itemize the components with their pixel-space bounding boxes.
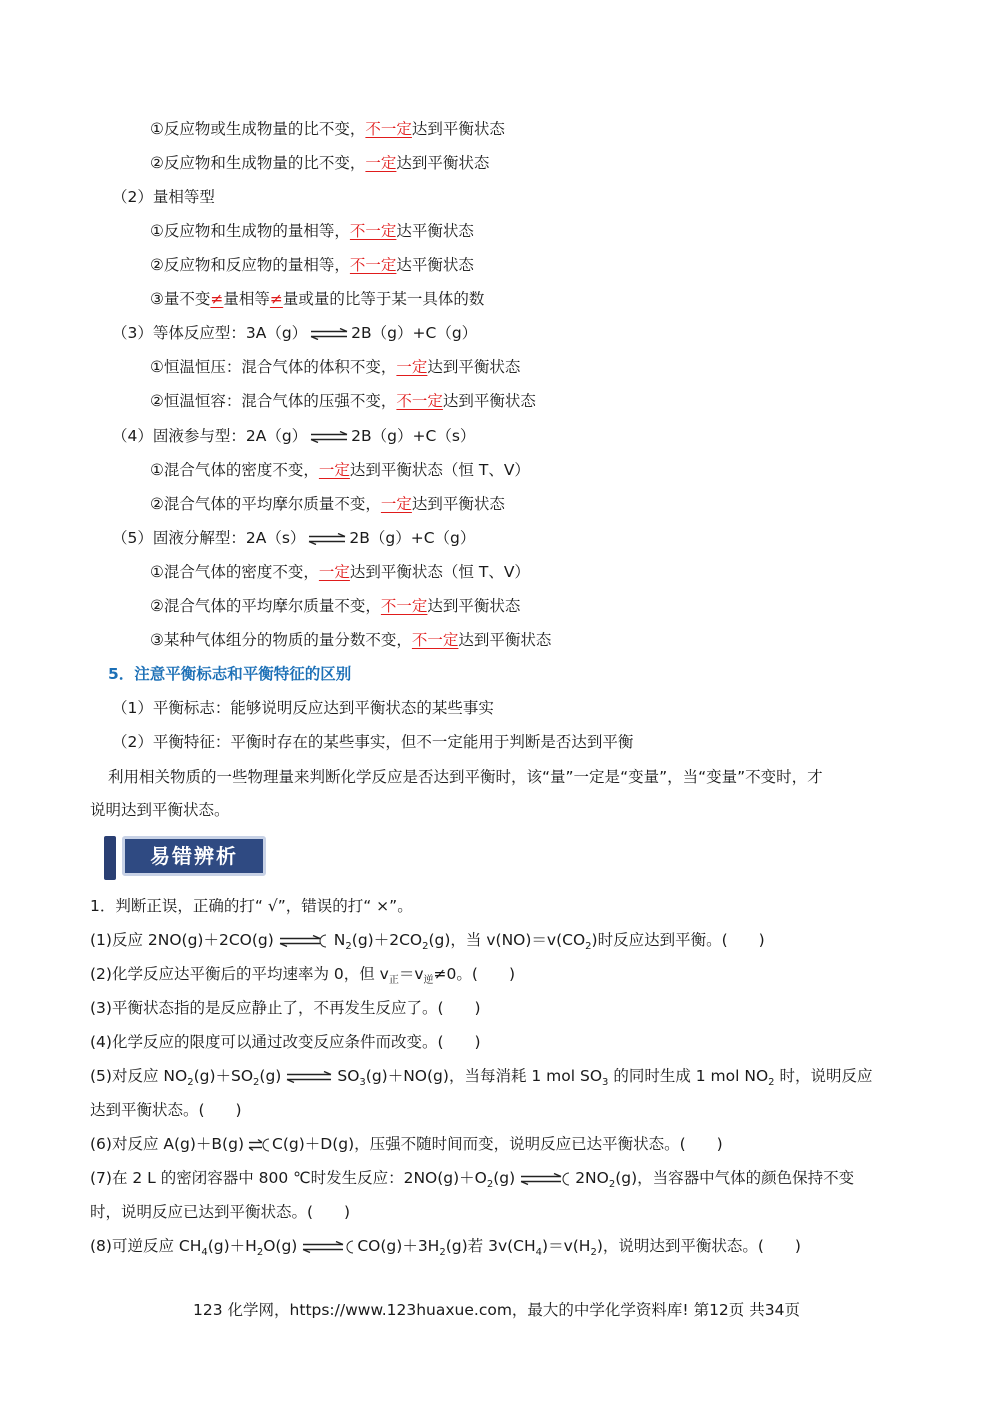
equilibrium-arrow-icon	[517, 1172, 573, 1186]
keyword: 一定	[318, 461, 350, 479]
question-3: (3)平衡状态指的是反应静止了，不再发生反应了。( )	[90, 999, 481, 1017]
page-footer: 123 化学网，https://www.123huaxue.com，最大的中学化学资料库! 第12页 共34页	[193, 1301, 800, 1319]
question-5: (5)对反应 $NO_2(g)+SO_2(g)$ $SO_3(g)+NO(g)$，当每消耗 1 mol $SO_3$ 的同时生成 1 mol $NO_2$ 时，说明反应	[90, 1067, 873, 1089]
line-density-2: ①混合气体的密度不变，一定达到平衡状态（恒 T、V）	[150, 563, 530, 581]
keyword: 一定	[365, 154, 397, 172]
line-equal-1: ①反应物和生成物的量相等，不一定达平衡状态	[150, 222, 474, 240]
line-molar-mass: ②混合气体的平均摩尔质量不变，一定达到平衡状态	[150, 495, 505, 513]
keyword: 不一定	[349, 256, 397, 274]
question-1: (1)反应 2NO(g)＋2CO(g) $N_2(g)+2CO_2(g)$，当 $v(NO)=v(CO_2)$时反应达到平衡。( )	[90, 931, 765, 953]
line-equilibrium-sign: （1）平衡标志：能够说明反应达到平衡状态的某些事实	[112, 699, 494, 717]
question-7: (7)在 2 L 的密闭容器中 800 ℃时发生反应：$2NO(g)+O_2(g)$ $2NO_2(g)$，当容器中气体的颜色保持不变	[90, 1169, 855, 1191]
keyword: 不一定	[365, 120, 412, 138]
paragraph-line-2: 说明达到平衡状态。	[90, 801, 230, 819]
heading-solid-liquid-decomposition: （5）固液分解型：2A（s） 2B（g）+C（g）	[112, 529, 476, 547]
line-density: ①混合气体的密度不变，一定达到平衡状态（恒 T、V）	[150, 461, 530, 479]
question-4: (4)化学反应的限度可以通过改变反应条件而改变。( )	[90, 1033, 481, 1051]
banner-title: 易错辨析	[122, 836, 266, 876]
line-ratio-either: ①反应物或生成物量的比不变，不一定达到平衡状态	[150, 120, 505, 138]
question-intro: 1．判断正误，正确的打“ √”，错误的打“ ×”。	[90, 897, 413, 915]
line-const-pressure: ①恒温恒压：混合气体的体积不变，一定达到平衡状态	[150, 358, 521, 376]
keyword: 不一定	[380, 597, 428, 615]
keyword: 不一定	[411, 631, 459, 649]
heading-equal-volume: （3）等体反应型：3A（g） 2B（g）+C（g）	[112, 324, 478, 342]
equilibrium-arrow-icon	[307, 533, 347, 545]
paragraph-line-1: 利用相关物质的一些物理量来判断化学反应是否达到平衡时，该“量”一定是“变量”，当“变量”不变时，才	[108, 768, 823, 786]
keyword: 不一定	[349, 222, 397, 240]
equilibrium-arrow-icon	[276, 934, 332, 948]
keyword: 一定	[318, 563, 350, 581]
line-ratio-both: ②反应物和生成物量的比不变，一定达到平衡状态	[150, 154, 490, 172]
line-equal-2: ②反应物和反应物的量相等，不一定达平衡状态	[150, 256, 474, 274]
equilibrium-arrow-icon	[246, 1138, 270, 1152]
section-5-heading: 5．注意平衡标志和平衡特征的区别	[108, 665, 352, 683]
line-equilibrium-feature: （2）平衡特征：平衡时存在的某些事实，但不一定能用于判断是否达到平衡	[112, 733, 634, 751]
heading-solid-liquid-participation: （4）固液参与型：2A（g） 2B（g）+C（s）	[112, 427, 476, 445]
heading-equal-amount: （2）量相等型	[112, 188, 215, 206]
question-5-cont: 达到平衡状态。( )	[90, 1101, 242, 1119]
keyword: 一定	[380, 495, 412, 513]
banner-post	[104, 836, 116, 880]
keyword: 不一定	[396, 392, 443, 410]
equilibrium-arrow-icon	[309, 431, 349, 443]
question-7-cont: 时，说明反应已达到平衡状态。( )	[90, 1203, 351, 1221]
line-equal-3: ③量不变≠量相等≠量或量的比等于某一具体的数	[150, 290, 485, 308]
line-const-volume: ②恒温恒容：混合气体的压强不变，不一定达到平衡状态	[150, 392, 536, 410]
line-molar-mass-2: ②混合气体的平均摩尔质量不变，不一定达到平衡状态	[150, 597, 521, 615]
question-6: (6)对反应 A(g)＋B(g) C(g)＋D(g)，压强不随时间而变，说明反应已达平衡状态。( )	[90, 1135, 723, 1153]
equilibrium-arrow-icon	[309, 328, 349, 340]
equilibrium-arrow-icon	[299, 1240, 355, 1254]
question-2: (2)化学反应达平衡后的平均速率为 0，但 $v_正=v_逆\ne 0$。( )	[90, 965, 515, 987]
keyword: 一定	[396, 358, 428, 376]
question-8: (8)可逆反应 $CH_4(g)+H_2O(g)$ $CO(g)+3H_2(g)$若 $3v(CH_4)=v(H_2)$，说明达到平衡状态。( )	[90, 1237, 801, 1259]
section-banner	[104, 832, 268, 882]
equilibrium-arrow-icon	[283, 1070, 335, 1084]
line-mole-fraction: ③某种气体组分的物质的量分数不变，不一定达到平衡状态	[150, 631, 552, 649]
